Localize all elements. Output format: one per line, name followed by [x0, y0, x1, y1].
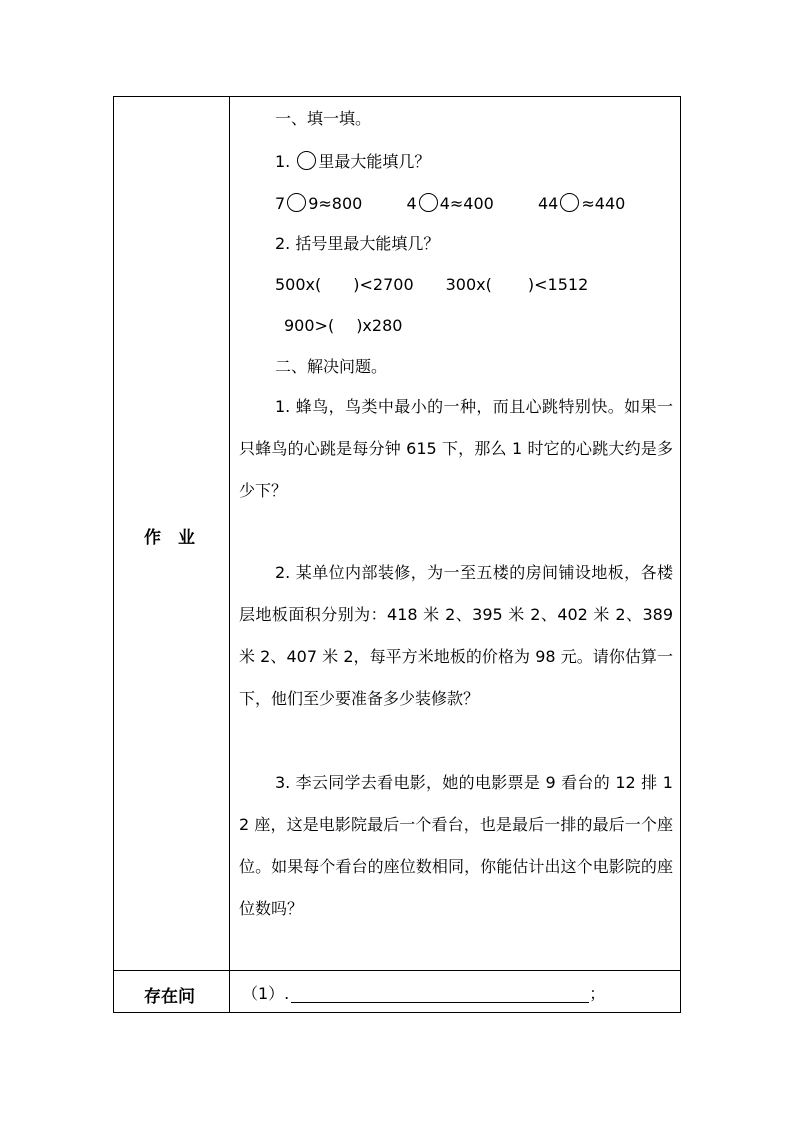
table-row-divider [113, 970, 681, 971]
q2-title: 2. 括号里最大能填几？ [275, 234, 440, 253]
q2-row2: 900>( )x280 [284, 316, 403, 335]
table-border-middle [229, 96, 230, 1013]
table-border-left [113, 96, 114, 1013]
table-border-right [680, 96, 681, 1013]
q1-text: 里最大能填几？ [318, 152, 431, 171]
problems-label: 存在问 [144, 987, 195, 1007]
table-border-bottom [113, 1012, 681, 1013]
q1-items-line [275, 193, 625, 215]
problem-item-suffix: ； [589, 984, 606, 1003]
problem-1: 1. 蜂鸟，鸟类中最小的一种，而且心跳特别快。如果一只蜂鸟的心跳是每分钟 615 下，那么 1 时它的心跳大约是多少下？ [239, 397, 673, 500]
q1-item-3: 44 ≈440 [538, 194, 626, 213]
q1-number: 1. [275, 152, 291, 171]
q1-item-2: 4 4≈400 [406, 194, 494, 213]
section1-title-text: 一、填一填。 [275, 109, 372, 128]
problem-2: 2. 某单位内部装修，为一至五楼的房间铺设地板，各楼层地板面积分别为：418 米 2、395 米 2、402 米 2、389 米 2、407 米 2，每平方米地板的价格为 98 元。请你估算一下，他们至少要准备多少装修款？ [239, 563, 673, 708]
circle-blank-icon [560, 193, 579, 212]
q1-line [275, 151, 430, 173]
problem-3: 3. 李云同学去看电影，她的电影票是 9 看台的 12 排 12 座，这是电影院最后一个看台，也是最后一排的最后一个座位。如果每个看台的座位数相同，你能估计出这个电影院的座位数吗？ [239, 773, 673, 918]
problem-item-1 [242, 983, 605, 1005]
circle-blank-icon [419, 193, 438, 212]
q2-row1: 500x( )<2700 300x( )<1512 [275, 275, 589, 294]
answer-blank[interactable] [291, 984, 589, 1003]
circle-blank-icon [287, 193, 306, 212]
section2-title: 二、解决问题。 [275, 357, 388, 376]
problem-item-prefix: （1）. [242, 984, 290, 1003]
section1-title [275, 108, 371, 130]
homework-table [113, 96, 681, 1013]
circle-blank-icon [297, 151, 316, 170]
q1-item-1: 7 9≈800 [275, 194, 363, 213]
homework-label: 作 业 [144, 528, 195, 548]
table-border-top [113, 96, 681, 97]
